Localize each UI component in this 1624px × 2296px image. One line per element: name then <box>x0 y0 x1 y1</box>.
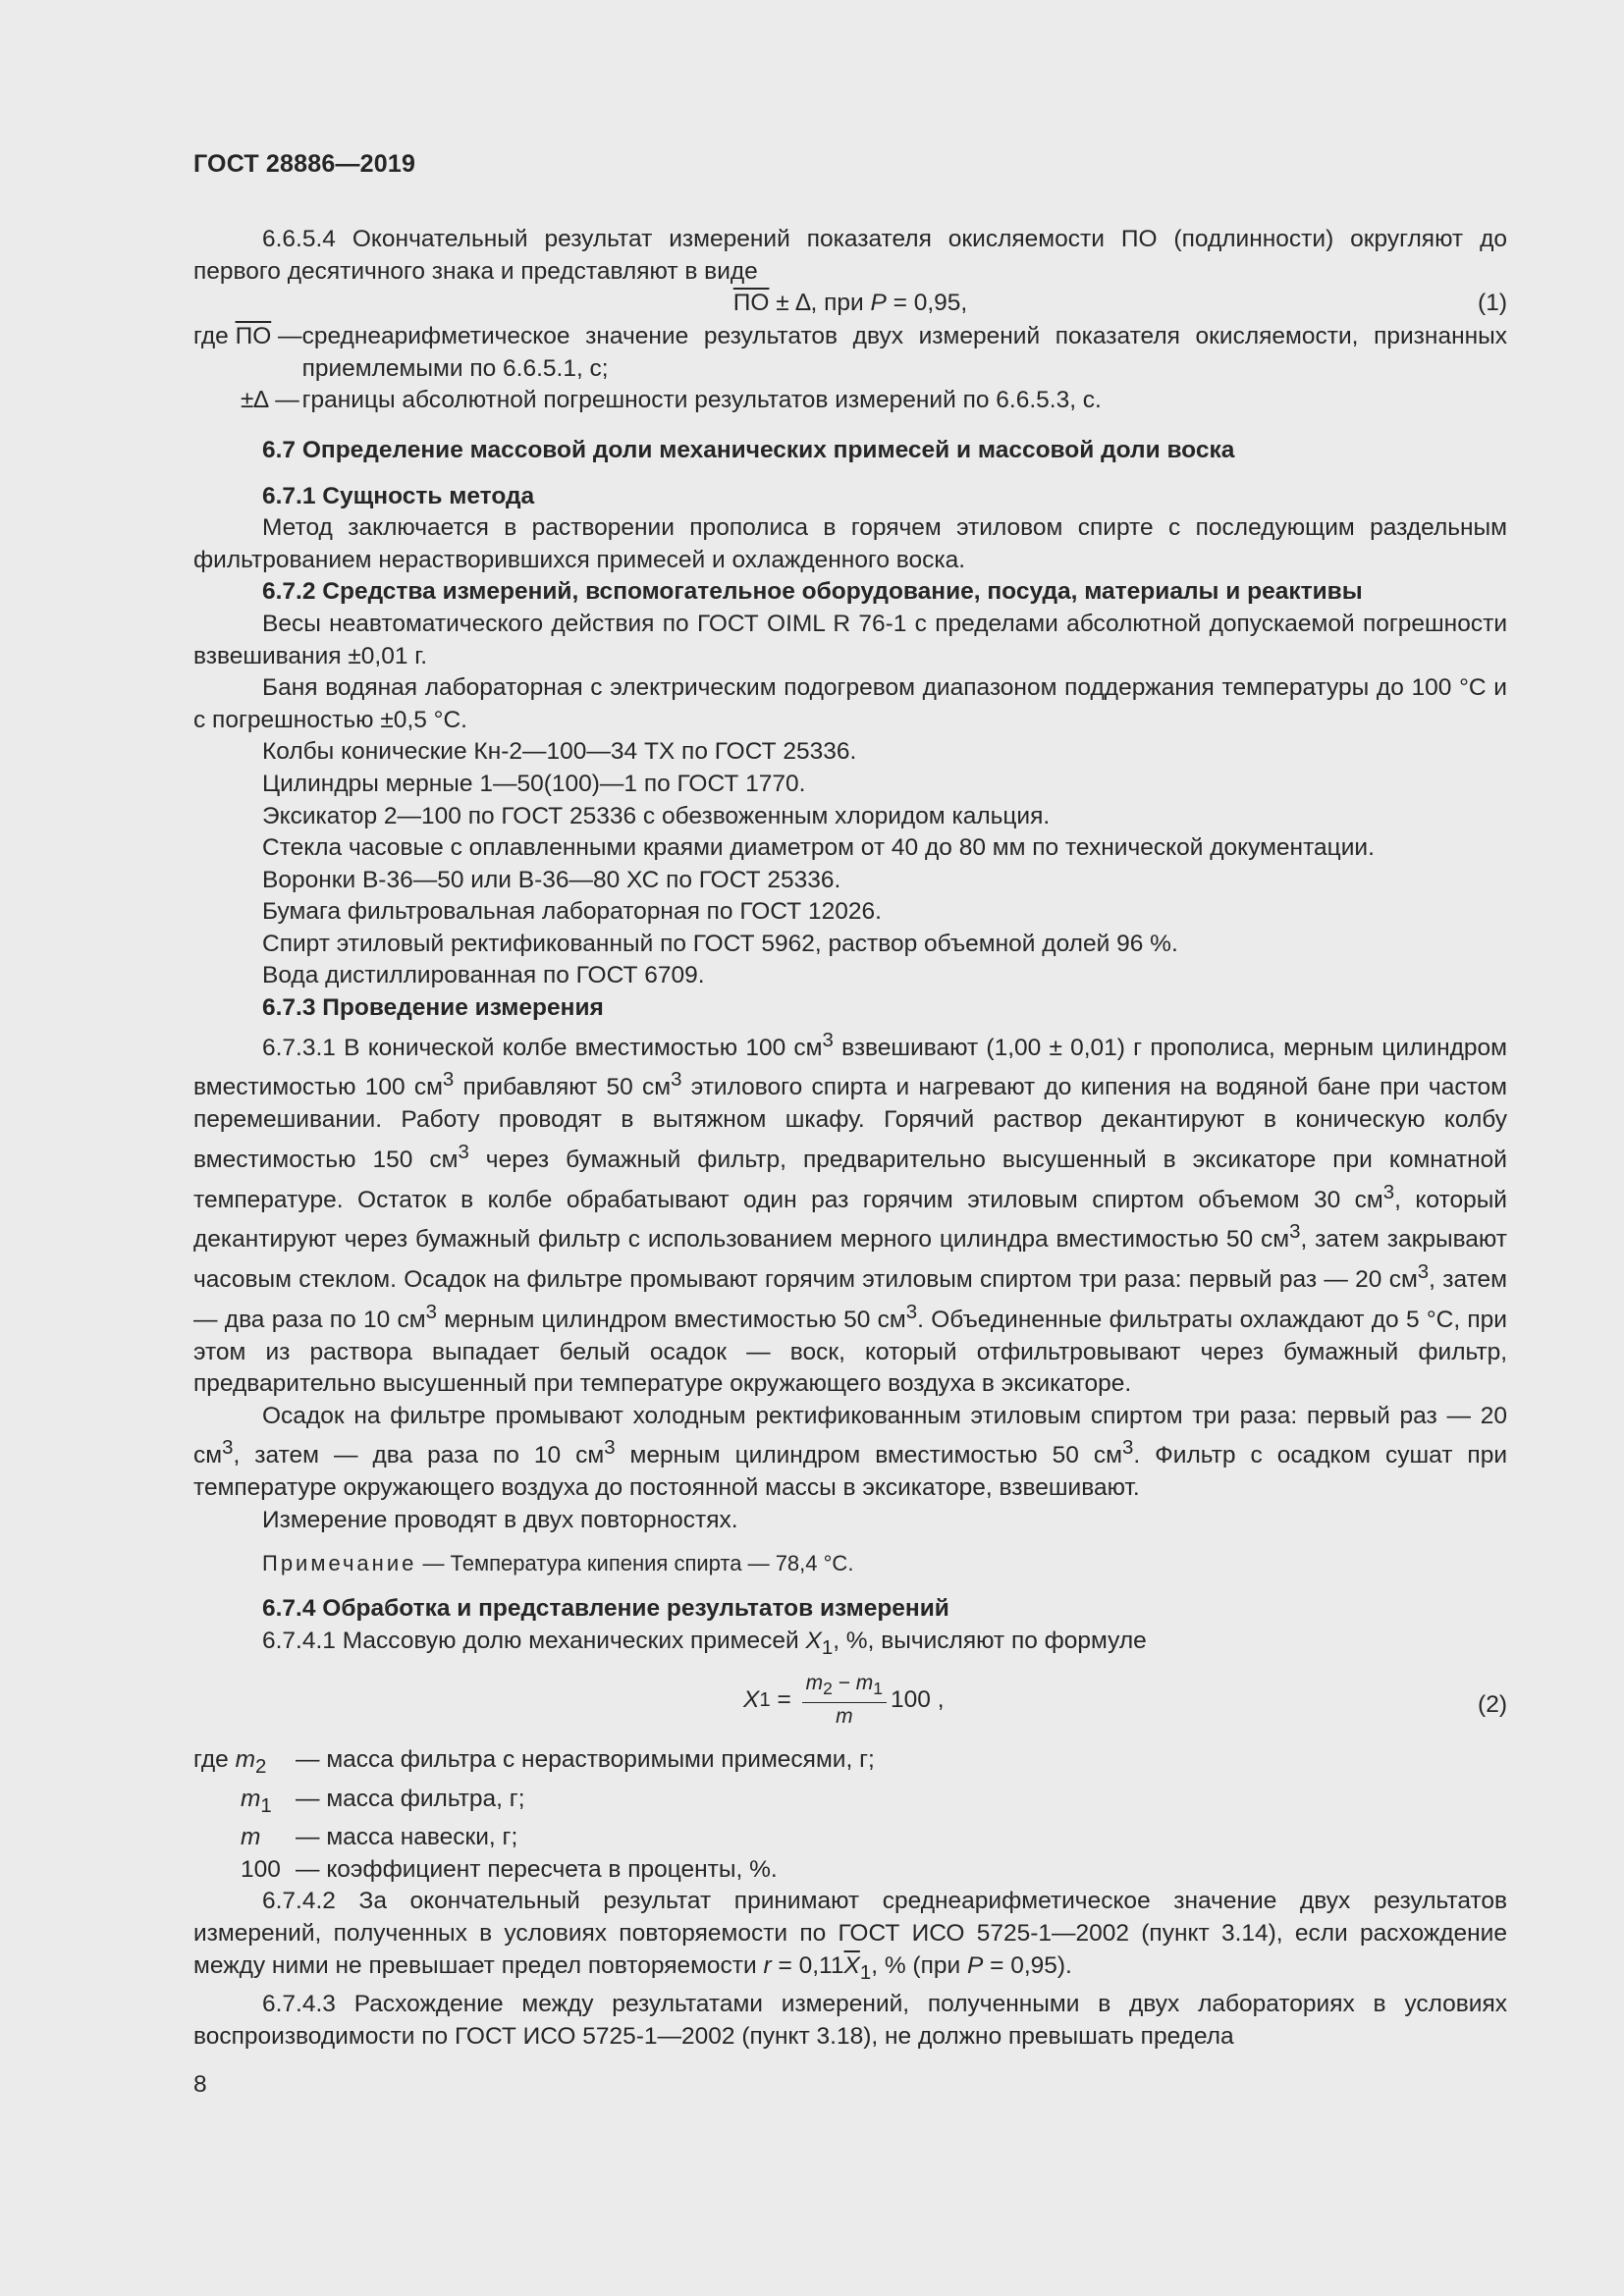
paragraph-repeat: Измерение проводят в двух повторностях. <box>262 1506 738 1533</box>
formula-1-legend: где ПО — среднеарифметическое значение результатов двух измерений показателя окисляемости, признанных приемлемыми по 6.6.5.1, с; ±∆ — границы абсолютной погрешности результатов измерений по 6.6.5.3, с. <box>193 323 1507 414</box>
paragraph-6654: 6.6.5.4 Окончательный результат измерений показателя окисляемости ПО (подлинности) округляют до первого десятичного знака и представляют в виде <box>193 226 1507 285</box>
document-body <box>193 224 1507 2053</box>
list-item: Весы неавтоматического действия по ГОСТ OIML R 76-1 с пределами абсолютной допускаемой погрешности взвешивания ±0,01 г. <box>193 610 1507 669</box>
formula-2-number: (2) <box>1478 1691 1507 1719</box>
note-label: Примечание <box>262 1551 417 1576</box>
formula-2 <box>193 1670 1507 1744</box>
list-item: Колбы конические Кн-2—100—34 ТХ по ГОСТ 25336. <box>262 738 857 766</box>
paragraph-671: Метод заключается в растворении прополиса в горячем этиловом спирте с последующим раздельным фильтрованием нерастворившихся примесей и охлажденного воска. <box>193 514 1507 573</box>
formula-2-legend: где $m_2$ — масса фильтра с нерастворимыми примесями, г; $m_1$ — масса фильтра, г; m — масса навески, г; 100 — коэффициент пересчета в проценты, %. <box>193 1746 875 1883</box>
section-67-title: 6.7 Определение массовой доли механических примесей и массовой доли воска <box>262 436 1235 463</box>
formula-1-number: (1) <box>1478 290 1507 317</box>
formula-1-expression: ПО ± ∆, при P = 0,95, <box>732 290 968 317</box>
section-671-title: 6.7.1 Сущность метода <box>262 482 535 509</box>
list-item: Спирт этиловый ректификованный по ГОСТ 5962, раствор объемной долей 96 %. <box>262 930 1178 957</box>
document-header: ГОСТ 28886—2019 <box>193 150 416 178</box>
list-item: Бумага фильтровальная лабораторная по ГОСТ 12026. <box>262 898 882 926</box>
paragraph-6731: 6.7.3.1 В конической колбе вместимостью 100 $см^3$ взвешивают (1,00 ± 0,01) г прополиса, мерным цилиндром вместимостью 100 $см^3$ прибавляют 50 $см^3$ этилового спирта и нагревают до кипения на водяной бане при частом перемешивании. Работу проводят в вытяжном шкафу. Горячий раствор декантируют в коническую колбу вместимостью 150 $см^3$ через бумажный фильтр, предварительно высушенный в эксикаторе при комнатной температуре. Остаток в колбе обрабатывают один раз горячим этиловым спиртом объемом 30 $см^3$, который декантируют через бумажный фильтр с использованием мерного цилиндра вместимостью 50 $см^3$, затем закрывают часовым стеклом. Осадок на фильтре промывают горячим этиловым спиртом три раза: первый раз — 20 $см^3$, затем — два раза по 10 $см^3$ мерным цилиндром вместимостью 50 $см^3$. Объединенные фильтраты охлаждают до 5 °C, при этом из раствора выпадает белый осадок — воск, который отфильтровывают через бумажный фильтр, предварительно высушенный при температуре окружающего воздуха в эксикаторе. <box>193 1029 1507 1398</box>
note <box>193 1548 1507 1579</box>
formula-2-fraction: $\frac{m_2 - m_1}{m}$ <box>802 1670 887 1731</box>
paragraph-6742: 6.7.4.2 За окончательный результат принимают среднеарифметическое значение двух результатов измерений, полученных в условиях повторяемости по ГОСТ ИСО 5725-1—2002 (пункт 3.14), если расхождение между ними не превышает предел повторяемости $r = 0,11\overline{X}_1$, % (при P = 0,95). <box>193 1888 1507 1984</box>
list-item: Цилиндры мерные 1—50(100)—1 по ГОСТ 1770. <box>262 770 806 797</box>
section-674-title: 6.7.4 Обработка и представление результатов измерений <box>262 1595 949 1623</box>
formula-po-mean: ПО <box>732 290 770 317</box>
section-673-title: 6.7.3 Проведение измерения <box>262 994 604 1022</box>
paragraph-6741: 6.7.4.1 Массовую долю механических примесей $X_1$, %, вычисляют по формуле <box>262 1627 1147 1659</box>
list-item: Баня водяная лабораторная с электрическим подогревом диапазоном поддержания температуры до 100 °C и с погрешностью ±0,5 °C. <box>193 674 1507 733</box>
paragraph-6731-wash: Осадок на фильтре промывают холодным ректификованным этиловым спиртом три раза: первый раз — 20 $см^3$, затем — два раза по 10 $см^3$ мерным цилиндром вместимостью 50 $см^3$. Фильтр с осадком сушат при температуре окружающего воздуха до постоянной массы в эксикаторе, взвешивают. <box>193 1402 1508 1502</box>
note-text: — Температура кипения спирта — 78,4 °C. <box>416 1551 854 1576</box>
section-672-title: 6.7.2 Средства измерений, вспомогательное оборудование, посуда, материалы и реактивы <box>262 578 1363 606</box>
list-item: Вода дистиллированная по ГОСТ 6709. <box>262 962 705 989</box>
list-item: Стекла часовые с оплавленными краями диаметром от 40 до 80 мм по технической документации. <box>262 834 1375 862</box>
formula-1 <box>193 288 1507 321</box>
list-item: Воронки В-36—50 или В-36—80 ХС по ГОСТ 25336. <box>262 866 841 893</box>
list-item: Эксикатор 2—100 по ГОСТ 25336 с обезвоженным хлоридом кальция. <box>262 802 1051 829</box>
page-number: 8 <box>193 2071 207 2098</box>
paragraph-6743: 6.7.4.3 Расхождение между результатами измерений, полученными в двух лабораториях в условиях воспроизводимости по ГОСТ ИСО 5725-1—2002 (пункт 3.18), не должно превышать предела <box>193 1991 1507 2050</box>
formula-2-expression: X 1 = $\frac{m_2 - m_1}{m}$ 100 , <box>743 1670 945 1731</box>
